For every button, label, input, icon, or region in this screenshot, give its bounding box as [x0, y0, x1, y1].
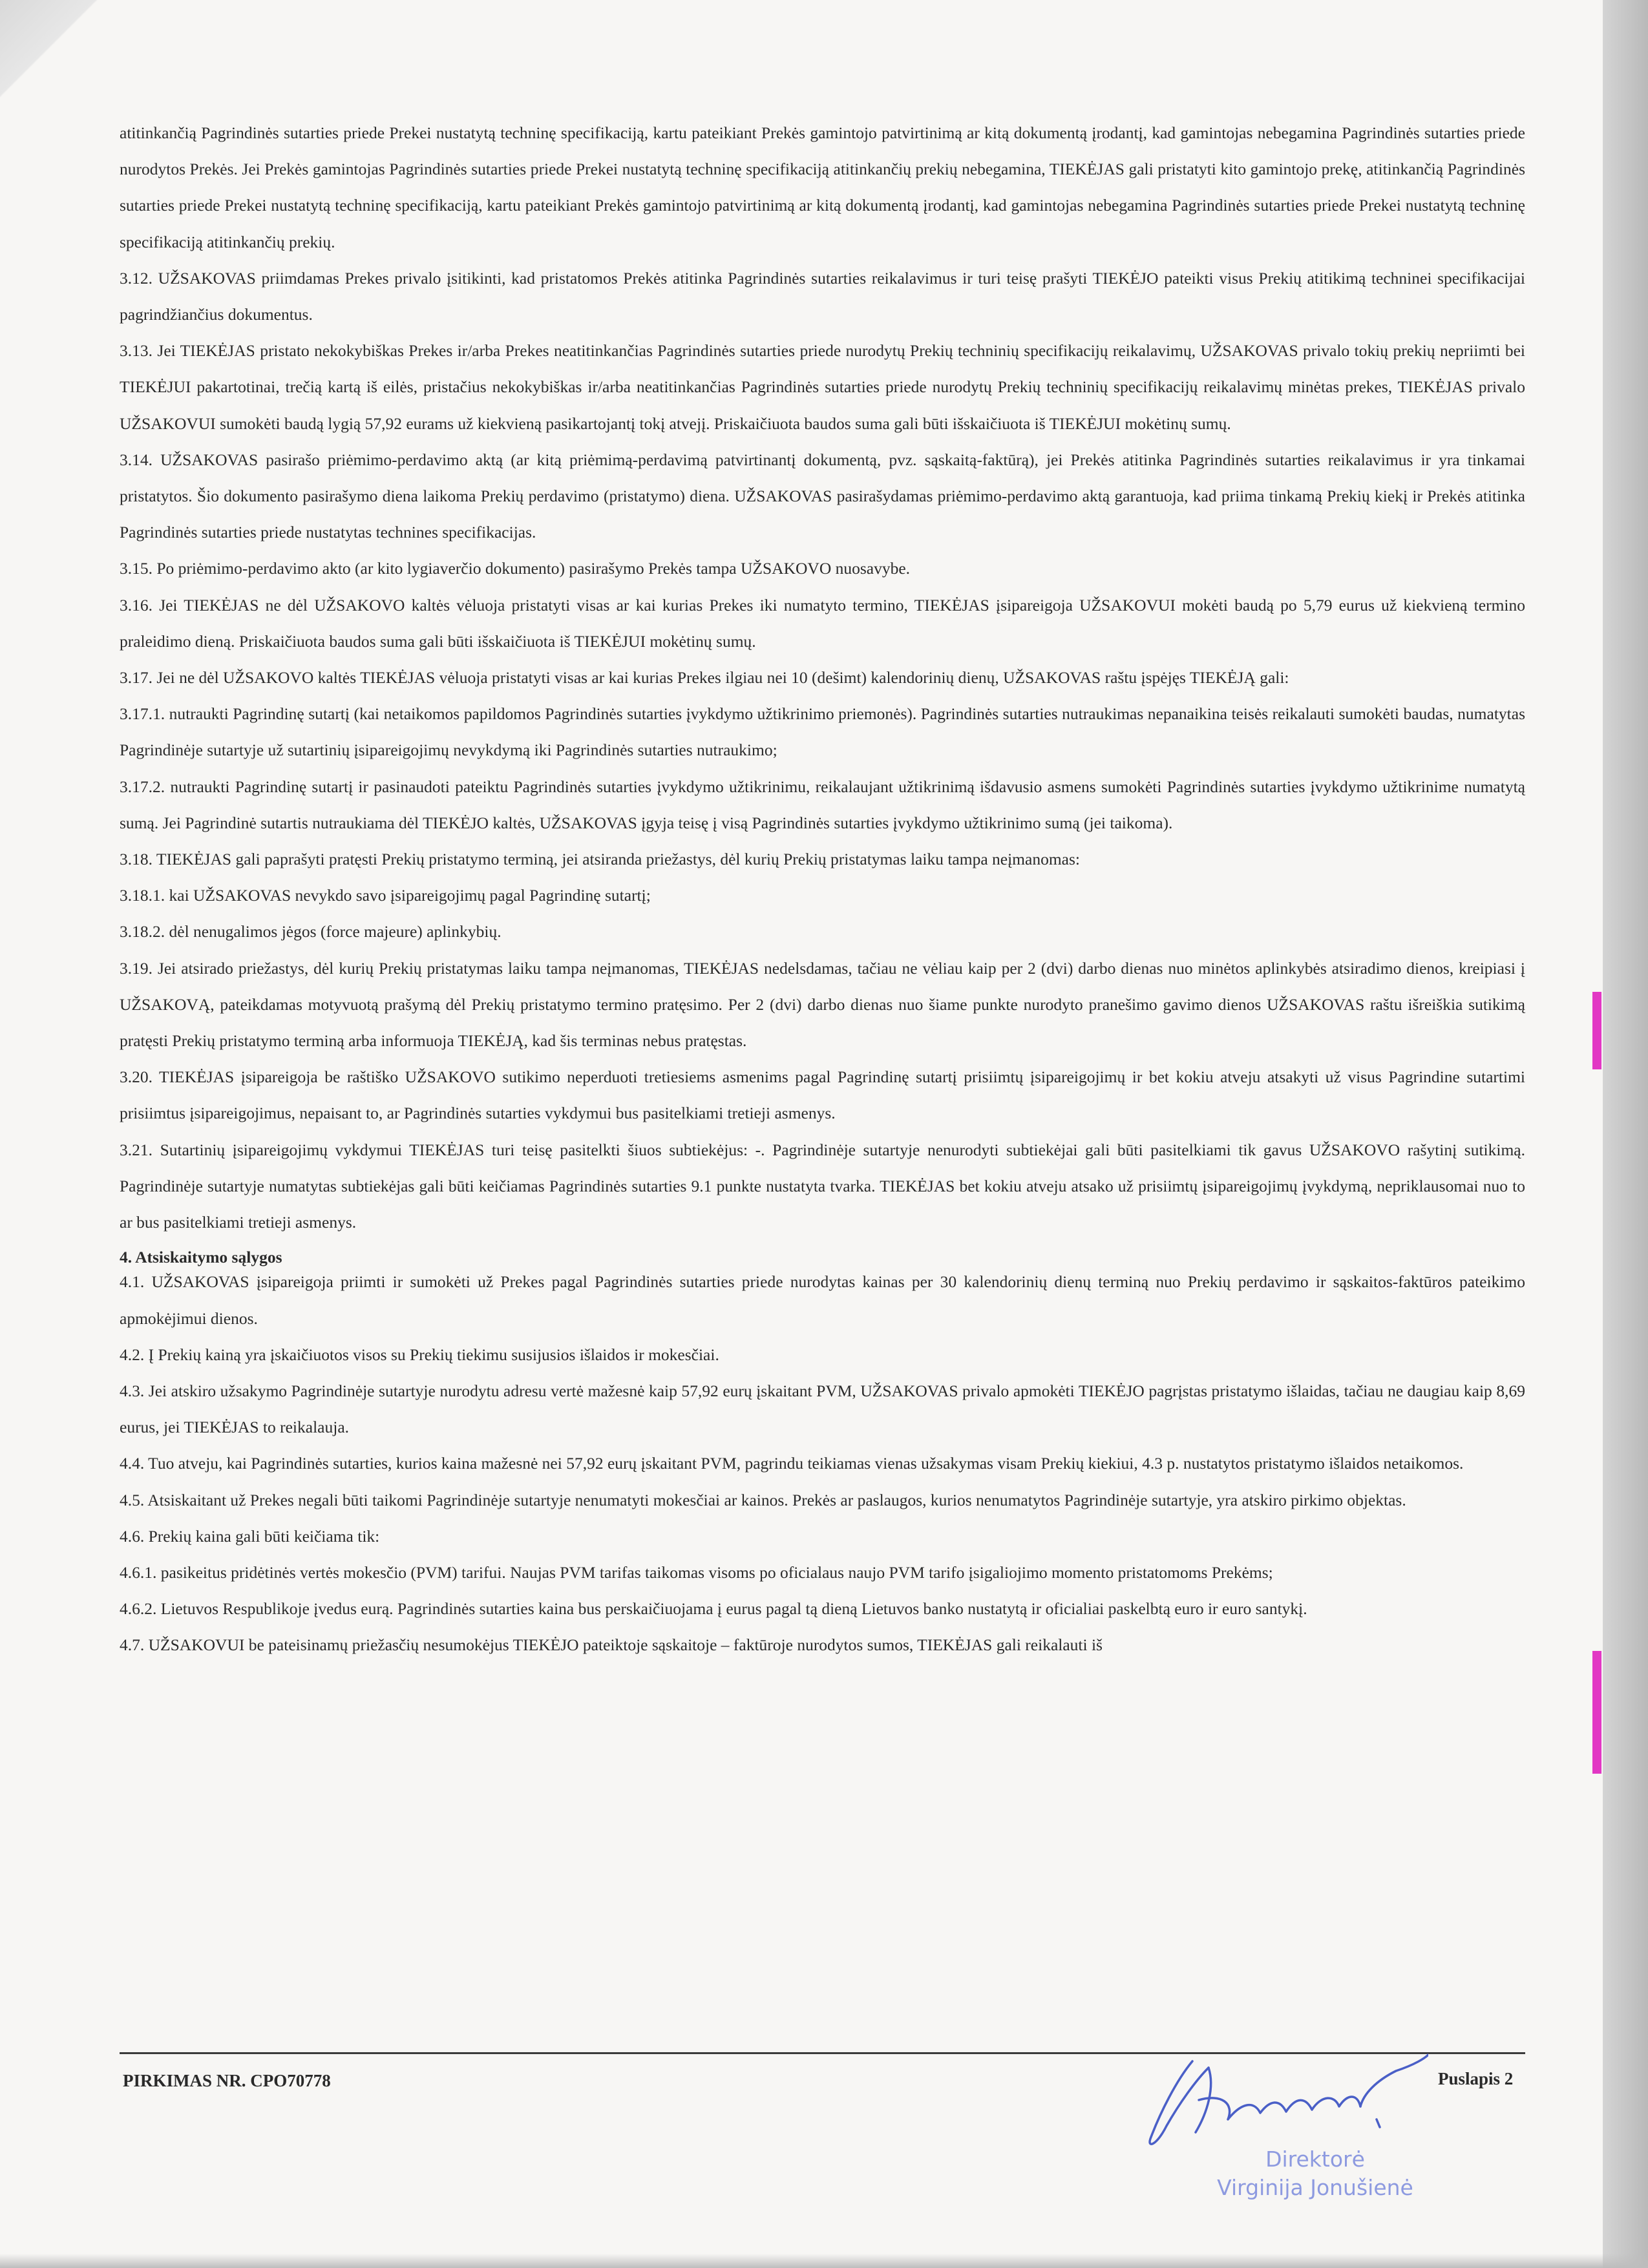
paragraph-3-18-1: 3.18.1. kai UŽSAKOVAS nevykdo savo įsipareigojimų pagal Pagrindinę sutartį; [120, 886, 651, 905]
document-number: PIRKIMAS NR. CPO70778 [123, 2071, 331, 2090]
paragraph-3-16: 3.16. Jei TIEKĖJAS ne dėl UŽSAKOVO kaltės vėluoja pristatyti visas ar kai kurias Prekes iki numatyto termino, TIEKĖJAS įsipareigoja UŽSAKOVUI mokėti baudą po 5,79 eurus už kiekvieną termino praleidimo dieną. Priskaičiuota baudos suma gali būti išskaičiuota iš TIEKĖJUI mokėtinų sumų. [120, 595, 1525, 651]
paragraph-3-18-2: 3.18.2. dėl nenugalimos jėgos (force majeure) aplinkybių. [120, 922, 502, 941]
paragraph-4-4: 4.4. Tuo atveju, kai Pagrindinės sutarties, kurios kaina mažesnė nei 57,92 eurų įskaitant PVM, pagrindu teikiamas vienas užsakymas visam Prekių kiekiui, 4.3 p. nustatytos pristatymo išlaidos netaikomos. [120, 1454, 1464, 1473]
scan-shadow-bottom-edge [0, 2254, 1648, 2268]
director-stamp [1199, 2145, 1431, 2202]
paragraph-3-17: 3.17. Jei ne dėl UŽSAKOVO kaltės TIEKĖJAS vėluoja pristatyti visas ar kai kurias Prekes ilgiau nei 10 (dešimt) kalendorinių dienų, UŽSAKOVAS raštu įspėjęs TIEKĖJĄ gali: [120, 668, 1289, 688]
paragraph-3-13: 3.13. Jei TIEKĖJAS pristato nekokybiškas Prekes ir/arba Prekes neatitinkančias Pagrindinės sutarties priede nurodytų Prekių techninių specifikacijų reikalavimų, UŽSAKOVAS privalo tokių prekių nepriimti bei TIEKĖJUI pakartotinai, trečią kartą iš eilės, pristačius nekokybiškas ir/arba neatitinkančias Pagrindinės sutarties priede nurodytų Prekių techninių specifikacijų reikalavimų minėtas prekes, TIEKĖJAS privalo UŽSAKOVUI sumokėti baudą lygią 57,92 eurams už kiekvieną pasikartojantį tokį atvejį. Priskaičiuota baudos suma gali būti išskaičiuota iš TIEKĖJUI mokėtinų sumų. [120, 341, 1525, 433]
document-body [120, 115, 1525, 1664]
highlighter-mark [1592, 992, 1601, 1069]
paragraph-4-6: 4.6. Prekių kaina gali būti keičiama tik: [120, 1526, 380, 1546]
paragraph-4-5: 4.5. Atsiskaitant už Prekes negali būti taikomi Pagrindinėje sutartyje nenumatyti mokesčiai ar kainos. Prekės ar paslaugos, kurios nenumatytos Pagrindinėje sutartyje, yra atskiro pirkimo objektas. [120, 1490, 1406, 1509]
paragraph-3-20: 3.20. TIEKĖJAS įsipareigoja be raštiško UŽSAKOVO sutikimo neperduoti tretiesiems asmenims pagal Pagrindinę sutartį prisiimtų įsipareigojimų ir bet kokiu atveju atsakyti už visus Pagrindine sutartimi prisiimtus įsipareigojimus, nepaisant to, ar Pagrindinės sutarties vykdymui bus pasitelkiami tretieji asmenys. [120, 1067, 1525, 1123]
paragraph-3-18: 3.18. TIEKĖJAS gali paprašyti pratęsti Prekių pristatymo terminą, jei atsiranda priežastys, dėl kurių Prekių pristatymas laiku tampa neįmanomas: [120, 850, 1080, 869]
scan-shadow-right-edge [1603, 0, 1648, 2268]
paragraph-4-7: 4.7. UŽSAKOVUI be pateisinamų priežasčių nesumokėjus TIEKĖJO pateiktoje sąskaitoje – faktūroje nurodytos sumos, TIEKĖJAS gali reikalauti iš [120, 1635, 1103, 1655]
paragraph-3-15: 3.15. Po priėmimo-perdavimo akto (ar kito lygiaverčio dokumento) pasirašymo Prekės tampa UŽSAKOVO nuosavybe. [120, 559, 911, 578]
paragraph-3-17-1: 3.17.1. nutraukti Pagrindinę sutartį (kai netaikomos papildomos Pagrindinės sutarties įvykdymo užtikrinimo priemonės). Pagrindinės sutarties nutraukimas nepanaikina teisės reikalauti sumokėti baudas, numatytas Pagrindinėje sutartyje už sutartinių įsipareigojimų nevykdymą iki Pagrindinės sutarties nutraukimo; [120, 704, 1525, 760]
paragraph-3-12: 3.12. UŽSAKOVAS priimdamas Prekes privalo įsitikinti, kad pristatomos Prekės atitinka Pagrindinės sutarties reikalavimus ir turi teisę prašyti TIEKĖJO pateikti visus Prekių atitikimą techninei specifikacijai pagrindžiančius dokumentus. [120, 268, 1525, 324]
paragraph-continuation: atitinkančią Pagrindinės sutarties priede Prekei nustatytą techninę specifikaciją, kartu pateikiant Prekės gamintojo patvirtinimą ar kitą dokumentą įrodantį, kad gamintojas nebegamina Pagrindinės sutarties priede nurodytos Prekės. Jei Prekės gamintojas Pagrindinės sutarties priede Prekei nustatytą techninę specifikaciją atitinkančių prekių nebegamina, TIEKĖJAS gali pristatyti kito gamintojo prekę, atitinkančią Pagrindinės sutarties priede Prekei nustatytą techninę specifikaciją, kartu pateikiant Prekės gamintojo patvirtinimą ar kitą dokumentą įrodantį, kad gamintojas nebegamina Pagrindinės sutarties priede Prekei nustatytą techninę specifikaciją atitinkančių prekių. [120, 123, 1525, 251]
paragraph-3-21: 3.21. Sutartinių įsipareigojimų vykdymui TIEKĖJAS turi teisę pasitelkti šiuos subtiekėjus: -. Pagrindinėje sutartyje nenurodyti subtiekėjai gali būti pasitelkiami tik gavus UŽSAKOVO rašytinį sutikimą. Pagrindinėje sutartyje numatytas subtiekėjas gali būti keičiamas Pagrindinės sutarties 9.1 punkte nustatyta tvarka. TIEKĖJAS bet kokiu atveju atsako už prisiimtų įsipareigojimų įvykdymą, nepriklausomai nuo to ar bus pasitelkiami tretieji asmenys. [120, 1140, 1525, 1232]
stamp-name: Virginija Jonušienė [1217, 2175, 1413, 2200]
scan-shadow-corner [0, 0, 110, 129]
page-number: Puslapis 2 [1438, 2069, 1514, 2088]
paragraph-4-6-2: 4.6.2. Lietuvos Respublikoje įvedus eurą. Pagrindinės sutarties kaina bus perskaičiuojama į eurus pagal tą dieną Lietuvos banko nustatytą ir oficialiai paskelbtą euro ir euro santykį. [120, 1599, 1307, 1619]
paragraph-3-19: 3.19. Jei atsirado priežastys, dėl kurių Prekių pristatymas laiku tampa neįmanomas, TIEKĖJAS nedelsdamas, tačiau ne vėliau kaip per 2 (dvi) darbo dienas nuo minėtos aplinkybės atsiradimo dienos, kreipiasi į UŽSAKOVĄ, pateikdamas motyvuotą prašymą dėl Prekių pristatymo termino pratęsimo. Per 2 (dvi) darbo dienas nuo šiame punkte nurodyto pranešimo gavimo dienos UŽSAKOVAS raštu išreiškia sutikimą pratęsti Prekių pristatymo terminą arba informuoja TIEKĖJĄ, kad šis terminas nebus pratęstas. [120, 958, 1525, 1051]
paragraph-3-14: 3.14. UŽSAKOVAS pasirašo priėmimo-perdavimo aktą (ar kitą priėmimą-perdavimą patvirtinantį dokumentą, pvz. sąskaitą-faktūrą), jei Prekės atitinka Pagrindinės sutarties reikalavimus ir yra tinkamai pristatytos. Šio dokumento pasirašymo diena laikoma Prekių perdavimo (pristatymo) diena. UŽSAKOVAS pasirašydamas priėmimo-perdavimo aktą garantuoja, kad priima tinkamą Prekių kiekį ir Prekės atitinka Pagrindinės sutarties priede nustatytas technines specifikacijas. [120, 450, 1525, 542]
paragraph-3-17-2: 3.17.2. nutraukti Pagrindinę sutartį ir pasinaudoti pateiktu Pagrindinės sutarties įvykdymo užtikrinimu, reikalaujant užtikrinimą išdavusio asmens sumokėti Pagrindinės sutarties įvykdymo užtikrinime numatytą sumą. Jei Pagrindinė sutartis nutraukiama dėl TIEKĖJO kaltės, UŽSAKOVAS įgyja teisę į visą Pagrindinės sutarties įvykdymo užtikrinimo sumą (jei taikoma). [120, 777, 1525, 832]
paragraph-4-1: 4.1. UŽSAKOVAS įsipareigoja priimti ir sumokėti už Prekes pagal Pagrindinės sutarties priede nurodytas kainas per 30 kalendorinių dienų terminą nuo Prekių perdavimo ir sąskaitos-faktūros pateikimo apmokėjimui dienos. [120, 1272, 1525, 1328]
highlighter-mark [1592, 1651, 1601, 1774]
section-heading: 4. Atsiskaitymo sąlygos [120, 1248, 282, 1267]
paragraph-4-3: 4.3. Jei atskiro užsakymo Pagrindinėje sutartyje nurodytu adresu vertė mažesnė kaip 57,92 eurų įskaitant PVM, UŽSAKOVAS privalo apmokėti TIEKĖJO pagrįstas pristatymo išlaidas, tačiau ne daugiau kaip 8,69 eurus, jei TIEKĖJAS to reikalauja. [120, 1381, 1525, 1437]
paragraph-4-6-1: 4.6.1. pasikeitus pridėtinės vertės mokesčio (PVM) tarifui. Naujas PVM tarifas taikomas visoms po oficialaus naujo PVM tarifo įsigaliojimo momento pristatomoms Prekėms; [120, 1562, 1273, 1582]
stamp-role: Direktorė [1265, 2147, 1365, 2172]
paragraph-4-2: 4.2. Į Prekių kainą yra įskaičiuotos visos su Prekių tiekimu susijusios išlaidos ir mokesčiai. [120, 1345, 719, 1364]
